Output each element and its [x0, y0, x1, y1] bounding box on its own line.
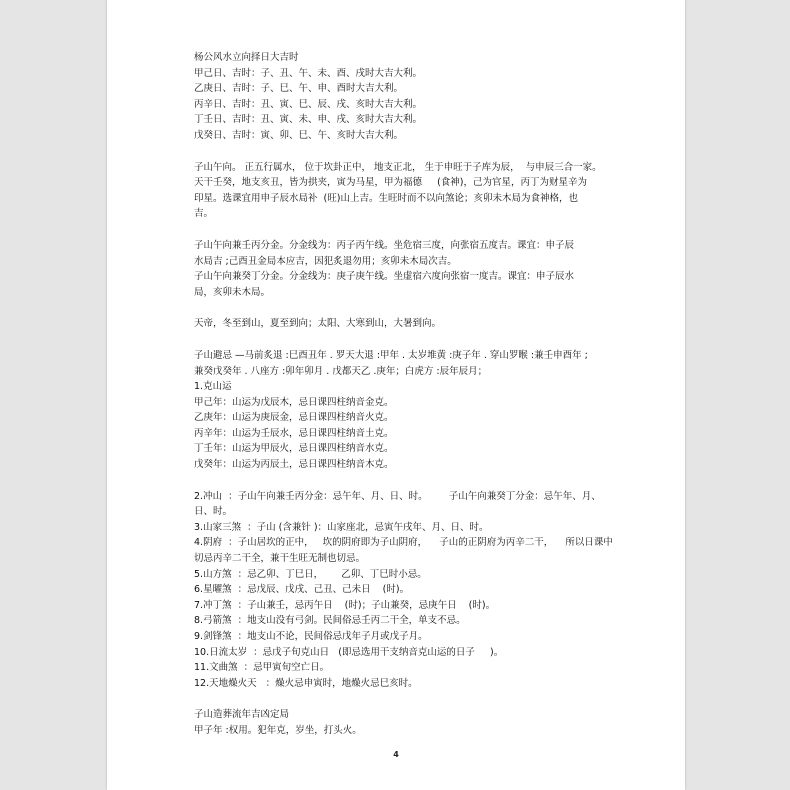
text-line: 5.山方煞 ：忌乙卯、丁巳日， 乙卯、丁巳时小忌。 — [194, 568, 427, 580]
text-block — [194, 348, 624, 473]
text-line: 子山午向兼癸丁分金。分金线为：庚子庚午线。坐虚宿六度向张宿一度吉。课宜：申子辰水 — [194, 271, 575, 283]
text-line: 丁壬年：山运为甲辰火，忌日课四柱纳音水克。 — [194, 443, 394, 455]
paragraph-gap — [194, 332, 624, 348]
text-line: 8.弓箭煞 ：地支山没有弓剑。民间俗忌壬丙二干全，单支不忌。 — [194, 615, 466, 627]
paragraph-gap — [194, 144, 624, 160]
text-line: 丙辛年：山运为壬辰水，忌日课四柱纳音土克。 — [194, 427, 394, 439]
text-line: 2.冲山 ：子山午向兼壬丙分金：忌午年、月、日、时。 子山午向兼癸丁分金：忌午年、月、 — [194, 490, 601, 502]
text-line: 局，亥卯未木局。 — [194, 286, 271, 298]
text-line: 11.文曲煞 ：忌甲寅旬空亡日。 — [194, 662, 330, 674]
text-line: 子山避忌 —马前炙退 :巳酉丑年 . 罗天大退 :甲年 . 太岁堆黄 :庚子年 . 穿山罗睺 :兼壬申酉年 ; — [194, 349, 588, 361]
text-line: 子山午向兼壬丙分金。分金线为：丙子丙午线。坐危宿三度，向张宿五度吉。课宜：申子辰 — [194, 239, 575, 251]
text-line: 1.克山运 — [194, 381, 232, 393]
text-line: 日、时。 — [194, 506, 233, 518]
text-line: 戊癸年：山运为丙辰土，忌日课四柱纳音木克。 — [194, 459, 394, 471]
text-line: 子山造葬流年吉凶定局 — [194, 709, 290, 721]
text-line: 6.星曜煞 ：忌戊辰、戊戌、己丑、己未日 (时)。 — [194, 584, 410, 596]
text-line: 10.日流太岁 ：忌戊子旬克山日 (即忌选用干支纳音克山运的日子 )。 — [194, 646, 504, 658]
text-line: 子山午向。 正五行属水， 位于坎卦正中， 地支正北， 生于申旺于子库为辰， 与申辰三合一家。 — [194, 161, 602, 173]
text-line: 9.剑锋煞 ：地支山不论，民间俗忌戊年子月或戊子月。 — [194, 631, 428, 642]
text-line: 乙庚日、吉时：子、巳、午、申、酉时大吉大利。 — [194, 83, 404, 95]
paragraph-gap — [194, 691, 624, 707]
page-content — [194, 50, 624, 739]
text-line: 丁壬日、吉时：丑、寅、未、申、戌、亥时大吉大利。 — [194, 114, 423, 126]
text-line: 天干壬癸，地支亥丑，皆为拱夹，寅为马星，甲为福德 (食神)，己为官星，丙丁为财星辛为 — [194, 177, 588, 189]
text-line: 甲子年 :权用。犯年克，岁坐，打头火。 — [194, 724, 362, 736]
text-line: 印星。选课宜用申子辰水局补 (旺)山上吉。生旺时而不以向煞论；亥卯未木局为食神格，也 — [194, 192, 578, 204]
text-line: 甲己年：山运为戊辰木，忌日课四柱纳音金克。 — [194, 396, 394, 408]
paragraph-gap — [194, 222, 624, 238]
text-line: 杨公风水立向择日大吉时 — [194, 52, 299, 63]
text-block — [194, 316, 624, 332]
text-line: 天帝，冬至到山，夏至到向；太阳、大寒到山，大暑到向。 — [194, 318, 442, 330]
text-line: 水局吉 ;己酉丑金局本应吉，因犯炙退勿用；亥卯未木局次吉。 — [194, 255, 457, 267]
text-line: 吉。 — [194, 208, 214, 220]
document-page — [107, 0, 685, 790]
text-block — [194, 489, 624, 692]
paragraph-gap — [194, 300, 624, 316]
text-line: 兼癸戊癸年 . 八座方 :卯年卯月 . 戊都天乙 .庚年；白虎方 :辰年辰月； — [194, 365, 488, 377]
paragraph-gap — [194, 473, 624, 489]
text-line: 甲己日、吉时：子、丑、午、未、酉、戌时大吉大利。 — [194, 67, 423, 79]
text-block — [194, 238, 624, 300]
text-line: 丙辛日、吉时：丑、寅、巳、辰、戌、亥时大吉大利。 — [194, 98, 423, 110]
text-line: 7.冲丁煞 ：子山兼壬，忌丙午日 (时)；子山兼癸，忌庚午日 (时)。 — [194, 599, 496, 611]
text-line: 12.天地燥火天 ：燥火忌申寅时，地燥火忌巳亥时。 — [194, 677, 418, 689]
text-block — [194, 50, 624, 144]
text-line: 切忌丙辛二干全，兼干生旺无制也切忌。 — [194, 553, 366, 565]
text-block — [194, 707, 624, 738]
page-number: 4 — [393, 750, 399, 759]
text-line: 4.阴府 ：子山居坎的正中， 坎的阴府即为子山阴府， 子山的正阴府为丙辛二干， 所以日课中 — [194, 537, 613, 549]
text-line: 乙庚年：山运为庚辰金，忌日课四柱纳音火克。 — [194, 412, 394, 424]
text-line: 3.山家三煞 ：子山 (含兼针 )：山家座北，忌寅午戌年、月、日、时。 — [194, 521, 489, 533]
text-block — [194, 160, 624, 222]
text-line: 戊癸日、吉时：寅、卯、巳、午、亥时大吉大利。 — [194, 129, 404, 141]
